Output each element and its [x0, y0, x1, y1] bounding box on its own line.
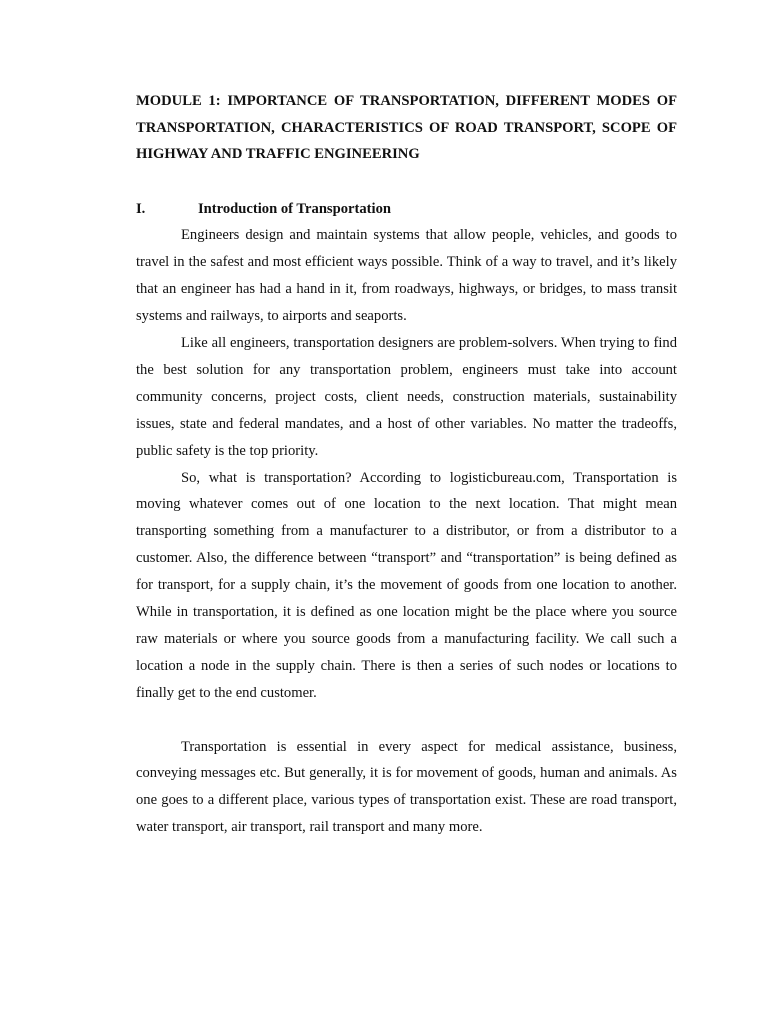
section-heading [136, 196, 677, 223]
paragraph-problem-solvers: Like all engineers, transportation designers are problem-solvers. When trying to find the best solution for any transportation problem, engineers must take into account community concerns, project costs, client needs, construction materials, sustainability issues, state and federal mandates, and a host of other variables. No matter the tradeoffs, public safety is the top priority. [136, 335, 677, 459]
module-title: MODULE 1: IMPORTANCE OF TRANSPORTATION, DIFFERENT MODES OF TRANSPORTATION, CHARACTERISTICS OF ROAD TRANSPORT, SCOPE OF HIGHWAY AND TRAFFIC ENGINEERING [136, 93, 677, 163]
paragraph-what-is-transportation: So, what is transportation? According to logisticbureau.com, Transportation is moving whatever comes out of one location to the next location. That might mean transporting something from a manufacturer to a distributor, or from a distributor to a customer. Also, the difference between “transport” and “transportation” is being defined as for transport, for a supply chain, it’s the movement of goods from one location to another. While in transportation, it is defined as one location might be the place where you source raw materials or where you source goods from a manufacturing facility. We call such a location a node in the supply chain. There is then a series of such nodes or locations to finally get to the end customer. [136, 469, 677, 701]
paragraph-transportation-essential: Transportation is essential in every aspect for medical assistance, business, conveying messages etc. But generally, it is for movement of goods, human and animals. As one goes to a different place, various types of transportation exist. These are road transport, water transport, air transport, rail transport and many more. [136, 738, 677, 836]
section-number: I. [136, 200, 146, 217]
paragraph-engineers-design: Engineers design and maintain systems that allow people, vehicles, and goods to travel in the safest and most efficient ways possible. Think of a way to travel, and it’s likely that an engineer has had a hand in it, from roadways, highways, or bridges, to mass transit systems and railways, to airports and seaports. [136, 227, 677, 325]
document-page [136, 88, 677, 841]
section-title: Introduction of Transportation [198, 200, 391, 217]
